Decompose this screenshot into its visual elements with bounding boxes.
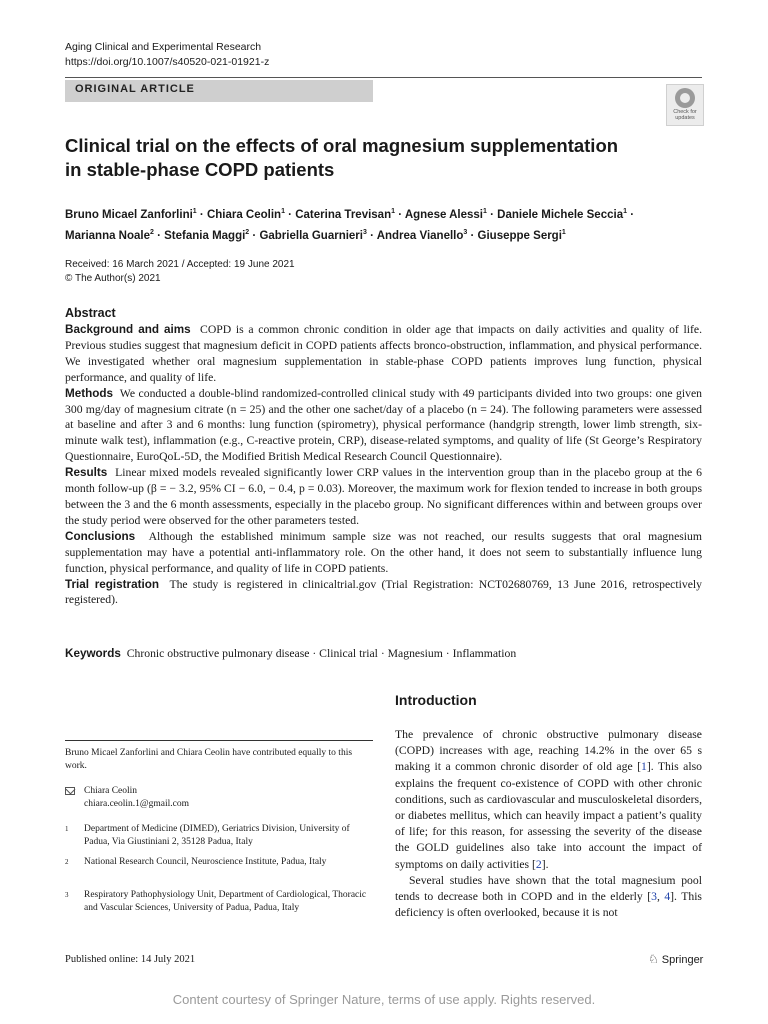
citation-link[interactable]: 3	[651, 890, 657, 904]
keywords	[65, 647, 516, 660]
author[interactable]: Giuseppe Sergi$^1$	[477, 228, 566, 242]
abstract-results: Results Linear mixed models revealed significantly lower CRP values in the intervention group than in the placebo group at the 6 month follow-up (β = − 3.2, 95% CI − 6.0, − 0.4, p = 0.03). Moreover, the maximum work for flexion tended to increase in both groups between the 3 and the 6 month assessments, especially in the placebo group. No significant differences within and between groups over the study period were observed for the other parameters tested.	[65, 466, 703, 527]
received-accepted: Received: 16 March 2021 / Accepted: 19 June 2021	[65, 259, 295, 270]
contribution-note: Bruno Micael Zanforlini and Chiara Ceolin have contributed equally to this work.	[65, 748, 353, 771]
badge-line-2: updates	[675, 115, 695, 121]
abstract-conclusions: Conclusions Although the established minimum sample size was not reached, our results suggests that oral magnesium supplementation may have a potential anti-inflammatory role. On the other hand, it does not seem to substantially influence lung function, physical performance, and quality of life in COPD patients.	[65, 529, 702, 575]
article-title	[65, 134, 665, 182]
title-line-2: in stable-phase COPD patients	[65, 159, 335, 180]
journal-name: Aging Clinical and Experimental Research	[65, 41, 262, 53]
published-date: Published online: 14 July 2021	[65, 954, 196, 965]
citation-link[interactable]: 4	[664, 890, 671, 904]
author[interactable]: Agnese Alessi$^1$ ·	[404, 208, 498, 221]
author[interactable]: Daniele Michele Seccia$^1$ ·	[497, 208, 635, 221]
courtesy-notice: Content courtesy of Springer Nature, terms of use apply. Rights reserved.	[172, 992, 596, 1007]
intro-paragraph-1: The prevalence of chronic obstructive pulmonary disease (COPD) increases with age, reaching 14.2% in the over 65 s making it a common chronic disorder of old age [1]. This also explains the frequent co-existence of COPD with other chronic conditions, such as cardiovascular and musculoskeletal disorders, or diabetes mellitus, which can heavily impact a patient’s quality of life; for this reason, for assessing the severity of the disease the GOLD guidelines also take into account the impact of symptoms on daily activities [2].	[395, 728, 702, 871]
author[interactable]: Bruno Micael Zanforlini$^1$ ·	[65, 208, 207, 221]
copyright: © The Author(s) 2021	[65, 273, 161, 284]
author-list	[65, 203, 705, 245]
author[interactable]: Caterina Trevisan$^1$ ·	[295, 208, 405, 221]
badge-line-1: Check for	[673, 109, 697, 115]
abstract-heading: Abstract	[65, 306, 116, 320]
abstract-trial-registration: Trial registration The study is registered in clinicaltrial.gov (Trial Registration: NCT02680769, 13 June 2016, retrospectively registered).	[65, 577, 702, 607]
doi-link[interactable]: https://doi.org/10.1007/s40520-021-01921-z	[65, 56, 270, 68]
author[interactable]: Marianna Noale$^2$ ·	[65, 228, 165, 242]
author[interactable]: Andrea Vianello$^3$ ·	[376, 228, 478, 242]
corresponding-author	[84, 785, 189, 811]
article-type-bar	[65, 80, 373, 102]
abstract-body	[65, 322, 702, 608]
springer-horse-icon: ♘	[648, 952, 659, 966]
keywords-text: Chronic obstructive pulmonary disease · Clinical trial · Magnesium · Inflammation	[126, 647, 517, 660]
affiliation-3: 3 Respiratory Pathophysiology Unit, Department of Cardiological, Thoracic and Vascular Sciences, University of Padua, Padua, Italy	[65, 890, 367, 913]
contact-email[interactable]: chiara.ceolin.1@gmail.com	[84, 799, 190, 809]
introduction-heading: Introduction	[395, 692, 477, 708]
envelope-icon	[65, 787, 75, 795]
keywords-label: Keywords	[65, 647, 121, 660]
author[interactable]: Gabriella Guarnieri$^3$ ·	[259, 228, 377, 242]
intro-paragraph-2: Several studies have shown that the total magnesium pool tends to decrease both in COPD and in the elderly [3, 4]. This deficiency is often overlooked, because it is not	[395, 873, 702, 920]
check-for-updates-badge[interactable]	[666, 84, 704, 126]
article-type-label: ORIGINAL ARTICLE	[75, 83, 195, 95]
update-icon	[675, 88, 695, 108]
abstract-background: Background and aims COPD is a common chronic condition in older age that impacts on daily activities and quality of life. Previous studies suggest that magnesium deficit in COPD patients affects bronco-obstruction, inflammation, and physical performance. We investigated whether oral magnesium supplementation in stable-phase COPD patients improves lung function, physical performance, and quality of life.	[65, 323, 702, 384]
abstract-methods: Methods We conducted a double-blind randomized-controlled clinical study with 49 participants divided into two groups: one given 300 mg/day of magnesium citrate (n = 25) and the other one sachet/day of a placebo (n = 24). The following parameters were assessed at baseline and after 3 and 6 months: lung function (spirometry), physical performance (handgrip strength, lower limb strength, six-minute walk test), inflammation (e.g., C-reactive protein, CRP), disease-related symptoms, and quality of life (St George’s Respiratory Questionnaire, EuroQoL-5D, the Modified British Medical Research Council Questionnaire).	[65, 386, 702, 464]
contact-name: Chiara Ceolin	[84, 786, 138, 796]
author[interactable]: Chiara Ceolin$^1$ ·	[206, 208, 296, 221]
introduction-body	[395, 727, 702, 921]
publisher-name: Springer	[661, 954, 704, 966]
affiliation-2: 2 National Research Council, Neuroscience Institute, Padua, Italy	[65, 857, 327, 867]
author[interactable]: Stefania Maggi$^2$ ·	[164, 228, 260, 242]
title-line-1: Clinical trial on the effects of oral magnesium supplementation	[65, 135, 619, 156]
header-rule	[65, 77, 702, 78]
citation-link[interactable]: 2	[535, 857, 542, 871]
footnote-rule	[65, 740, 373, 741]
affiliation-1: 1 Department of Medicine (DIMED), Geriatrics Division, University of Padua, Via Giustiniani 2, 35128 Padua, Italy	[65, 824, 350, 847]
publisher-logo	[648, 952, 703, 966]
dates-block	[65, 258, 295, 286]
citation-link[interactable]: 1	[641, 760, 647, 774]
